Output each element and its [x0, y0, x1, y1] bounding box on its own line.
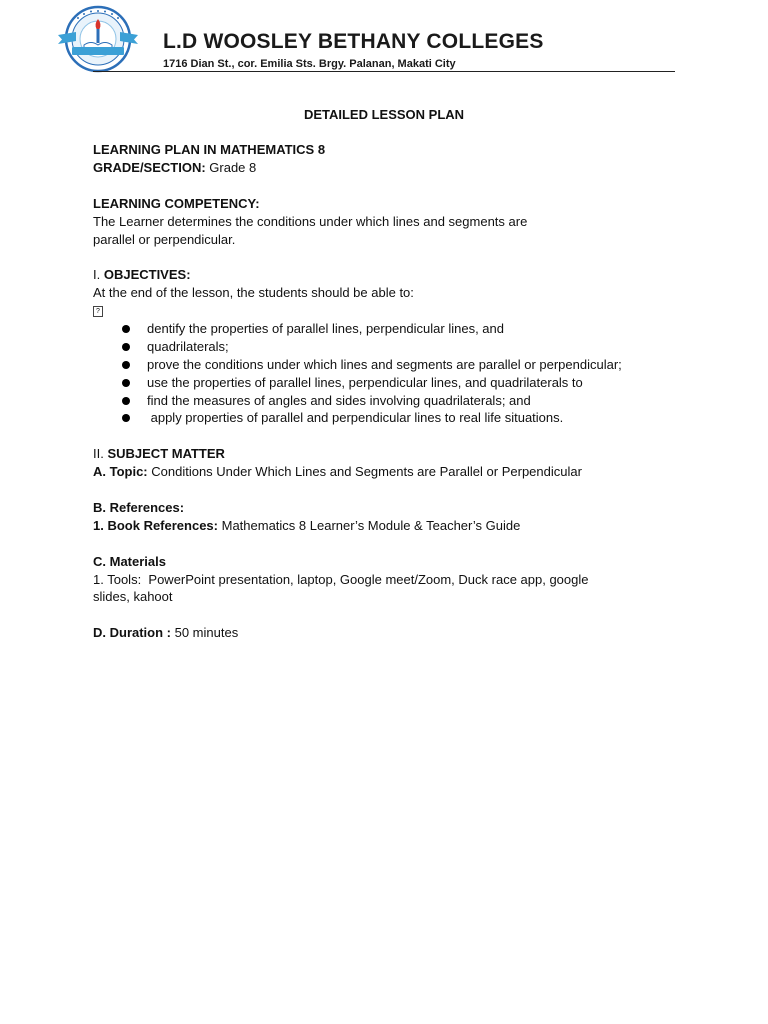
missing-glyph-icon: ? [93, 306, 103, 317]
book-references-line [93, 517, 693, 535]
bullet-icon [122, 325, 130, 333]
lesson-plan-body [93, 141, 693, 642]
bullet-icon [122, 414, 130, 422]
duration-line [93, 624, 693, 642]
book-label: 1. Book References: [93, 517, 218, 533]
objectives-label: OBJECTIVES: [103, 267, 191, 283]
book-value: Mathematics 8 Learner’s Module & Teacher’s Guide [218, 517, 521, 533]
topic-line [93, 463, 693, 481]
learning-plan-heading: LEARNING PLAN IN MATHEMATICS 8 [93, 142, 326, 157]
objective-item: find the measures of angles and sides involving quadrilaterals; and [93, 392, 693, 410]
topic-value: Conditions Under Which Lines and Segments are Parallel or Perpendicular [147, 464, 582, 480]
objective-item: apply properties of parallel and perpendicular lines to real life situations. [93, 409, 693, 427]
topic-label: A. Topic: [93, 464, 148, 480]
objectives-heading [93, 266, 693, 284]
bullet-icon [122, 379, 130, 387]
tools-line-2: slides, kahoot [93, 589, 173, 605]
grade-value: Grade 8 [205, 159, 257, 175]
subject-prefix: II. [93, 446, 108, 462]
duration-value: 50 minutes [171, 625, 239, 641]
objectives-symbol-line [93, 302, 693, 320]
tools-line-1: 1. Tools: PowerPoint presentation, laptop, Google meet/Zoom, Duck race app, google [93, 571, 589, 587]
competency-line-1: The Learner determines the conditions under which lines and segments are [93, 213, 528, 229]
objective-item: prove the conditions under which lines and segments are parallel or perpendicular; [93, 356, 693, 374]
subject-label: SUBJECT MATTER [107, 446, 225, 462]
header-divider [93, 71, 675, 72]
competency-line-2: parallel or perpendicular. [93, 231, 236, 247]
duration-label: D. Duration : [93, 625, 171, 641]
grade-label: GRADE/SECTION: [93, 159, 206, 175]
subject-matter-heading [93, 445, 693, 463]
school-address: 1716 Dian St., cor. Emilia Sts. Brgy. Palanan, Makati City [163, 58, 456, 70]
bullet-icon [122, 397, 130, 405]
objectives-intro: At the end of the lesson, the students should be able to: [93, 285, 414, 301]
school-logo [54, 5, 144, 73]
objectives-prefix: I. [93, 267, 104, 283]
objective-item: dentify the properties of parallel lines, perpendicular lines, and [93, 320, 693, 338]
grade-section-line [93, 159, 693, 177]
school-name: L.D WOOSLEY BETHANY COLLEGES [163, 30, 544, 53]
references-heading: B. References: [93, 499, 185, 515]
objectives-list [93, 320, 693, 427]
objective-item: use the properties of parallel lines, perpendicular lines, and quadrilaterals to [93, 374, 693, 392]
document-title: DETAILED LESSON PLAN [303, 107, 465, 122]
competency-heading: LEARNING COMPETENCY: [93, 195, 260, 211]
bullet-icon [122, 343, 130, 351]
materials-heading: C. Materials [93, 553, 166, 569]
bullet-icon [122, 361, 130, 369]
objective-item: quadrilaterals; [93, 338, 693, 356]
